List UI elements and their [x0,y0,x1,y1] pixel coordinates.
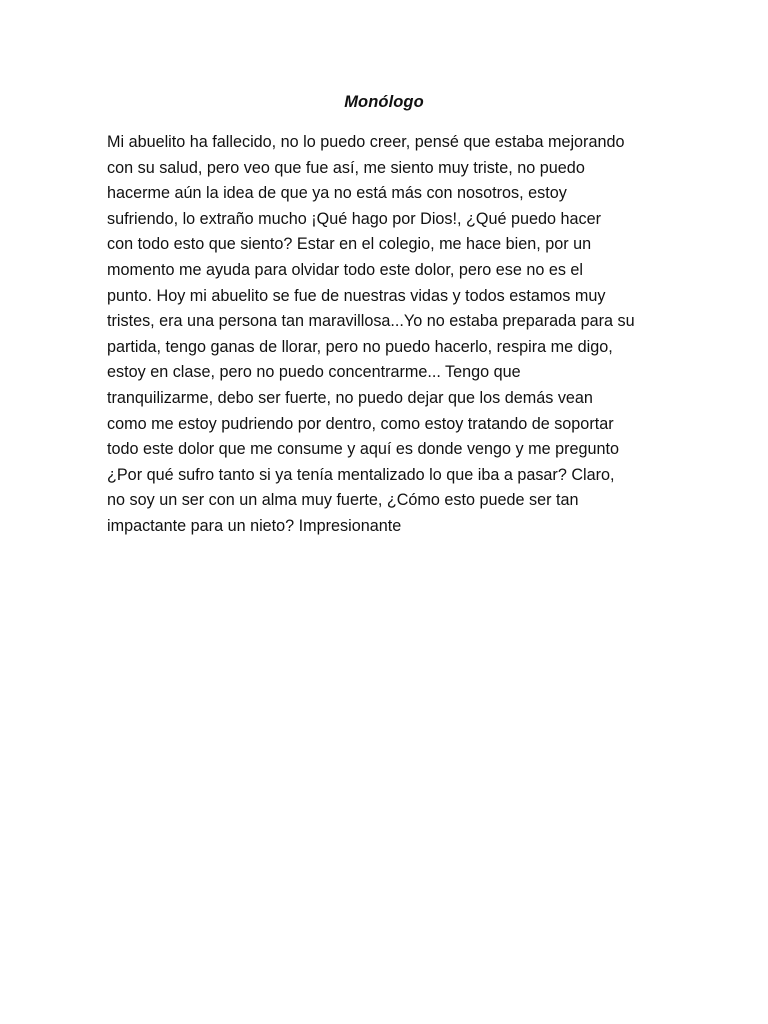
text-line: punto. Hoy mi abuelito se fue de nuestras vidas y todos estamos muy [107,286,606,305]
text-line: momento me ayuda para olvidar todo este dolor, pero ese no es el [107,260,584,279]
text-line: con su salud, pero veo que fue así, me siento muy triste, no puedo [107,158,585,177]
text-line: ¿Por qué sufro tanto si ya tenía mentalizado lo que iba a pasar? Claro, [107,465,615,484]
text-line: hacerme aún la idea de que ya no está más con nosotros, estoy [107,184,567,203]
text-line: partida, tengo ganas de llorar, pero no puedo hacerlo, respira me digo, [107,337,613,356]
text-line: estoy en clase, pero no puedo concentrarme... Tengo que [107,363,521,382]
monologue-paragraph [107,130,669,540]
text-line: como me estoy pudriendo por dentro, como estoy tratando de soportar [107,414,614,433]
text-line: tristes, era una persona tan maravillosa...Yo no estaba preparada para su [107,312,635,331]
text-line: Mi abuelito ha fallecido, no lo puedo creer, pensé que estaba mejorando [107,133,625,151]
text-line: no soy un ser con un alma muy fuerte, ¿Cómo esto puede ser tan [107,491,579,510]
text-line: con todo esto que siento? Estar en el colegio, me hace bien, por un [107,235,592,254]
text-line: sufriendo, lo extraño mucho ¡Qué hago por Dios!, ¿Qué puedo hacer [107,209,602,228]
document-title: Monólogo [344,93,424,111]
text-line: impactante para un nieto? Impresionante [107,516,402,535]
text-line: tranquilizarme, debo ser fuerte, no puedo dejar que los demás vean [107,388,593,407]
text-line: todo este dolor que me consume y aquí es donde vengo y me pregunto [107,440,620,459]
